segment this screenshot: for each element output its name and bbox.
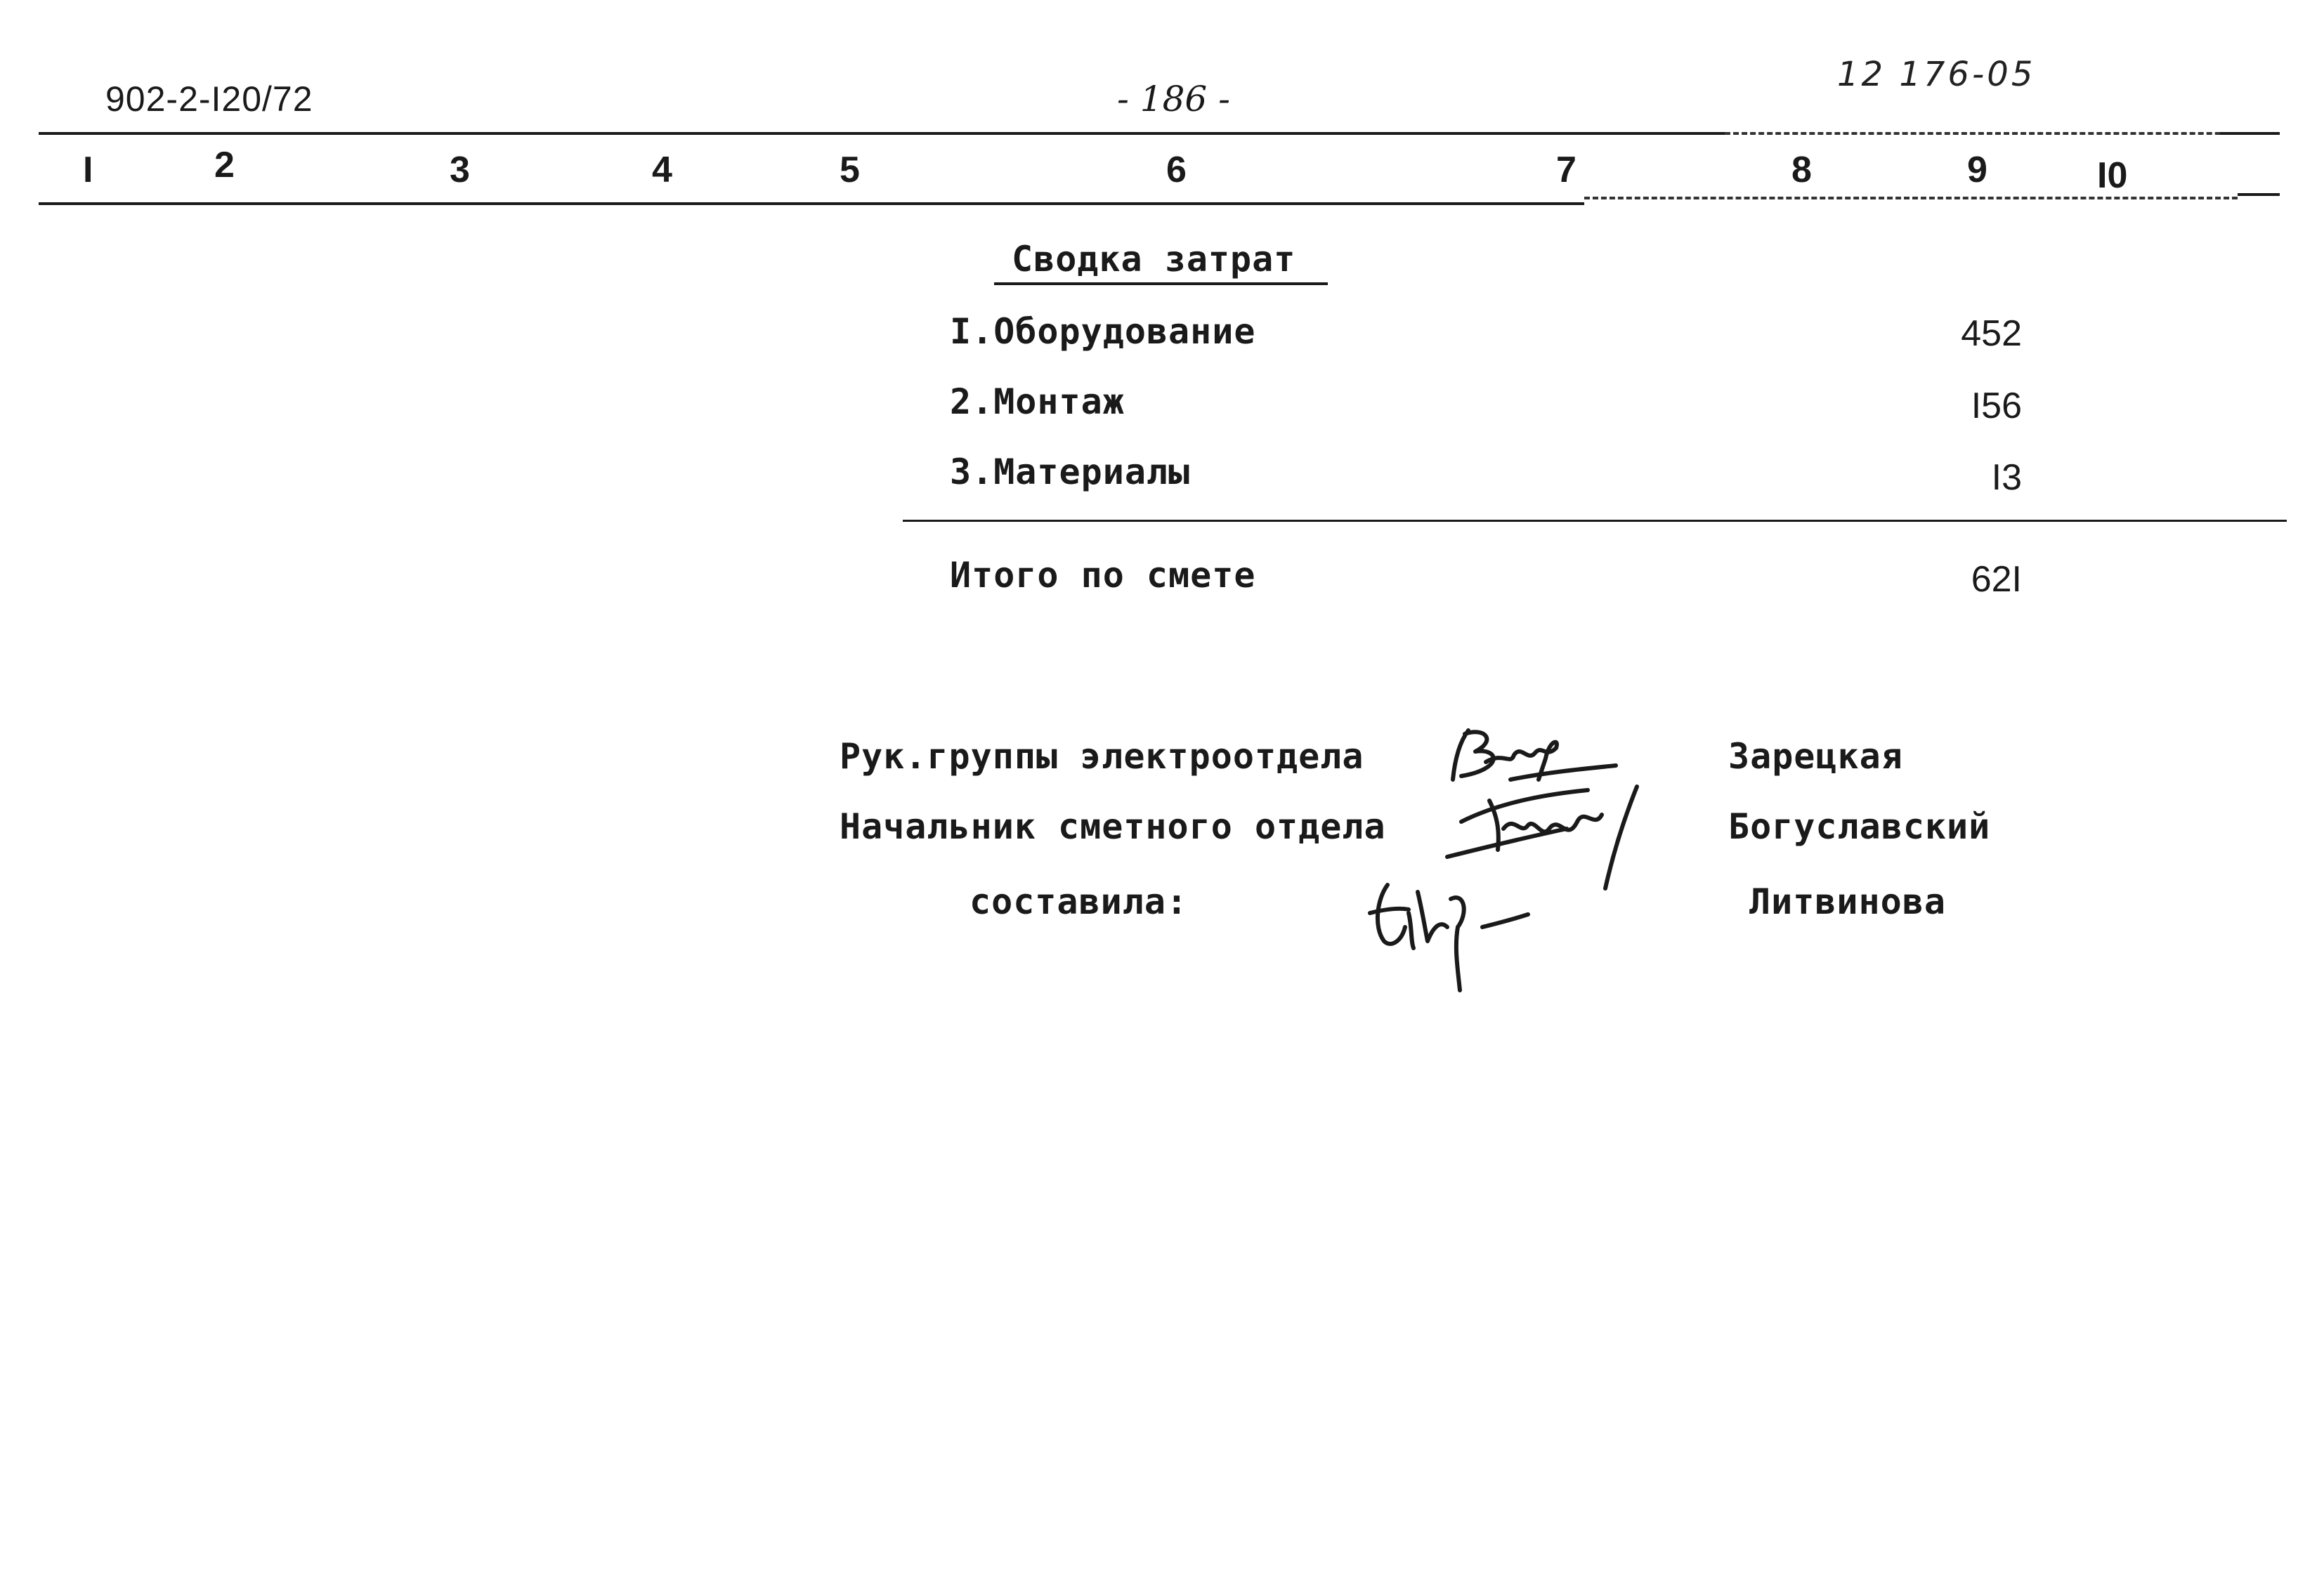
header-top-rule (39, 132, 1725, 135)
column-number-10: I0 (2097, 155, 2128, 196)
summary-item-value: I56 (1971, 386, 2022, 426)
header-bottom-rule-dashed (1584, 197, 2238, 199)
header-bottom-rule (39, 202, 1584, 205)
header-top-rule-dashed (1725, 132, 2280, 135)
signatory-role: Рук.группы электроотдела (840, 736, 1364, 777)
summary-item-value: 452 (1961, 313, 2022, 354)
summary-title: Сводка затрат (1012, 239, 1296, 280)
column-number-6: 6 (1166, 150, 1187, 190)
signatory-role: составила: (970, 881, 1189, 922)
summary-item-label: I.Оборудование (950, 311, 1256, 352)
column-number-1: I (83, 150, 93, 190)
summary-title-underline (994, 282, 1328, 285)
archive-number: 12 176-05 (1837, 55, 2036, 94)
column-number-4: 4 (652, 150, 672, 190)
document-code: 902-2-I20/72 (105, 79, 313, 119)
column-number-9: 9 (1967, 150, 1987, 190)
signatory-name: Литвинова (1749, 881, 1946, 922)
summary-item-label: 2.Монтаж (950, 381, 1125, 422)
header-bottom-rule-end (2238, 193, 2280, 196)
total-separator-line (903, 520, 2287, 522)
column-number-5: 5 (840, 150, 860, 190)
column-number-8: 8 (1791, 150, 1812, 190)
column-number-2: 2 (214, 145, 235, 185)
summary-item-value: I3 (1991, 457, 2022, 498)
signatory-role: Начальник сметного отдела (840, 806, 1386, 847)
header-top-rule-end (2220, 132, 2280, 135)
summary-item-label: 3.Материалы (950, 452, 1191, 492)
signatory-name: Богуславский (1728, 806, 1991, 847)
column-number-3: 3 (450, 150, 470, 190)
signatory-name: Зарецкая (1728, 736, 1903, 777)
page-number: - 186 - (1117, 79, 1231, 119)
total-value: 62I (1971, 559, 2022, 600)
total-label: Итого по смете (950, 555, 1256, 596)
column-number-7: 7 (1556, 150, 1576, 190)
handwritten-signatures (1335, 716, 1728, 1011)
